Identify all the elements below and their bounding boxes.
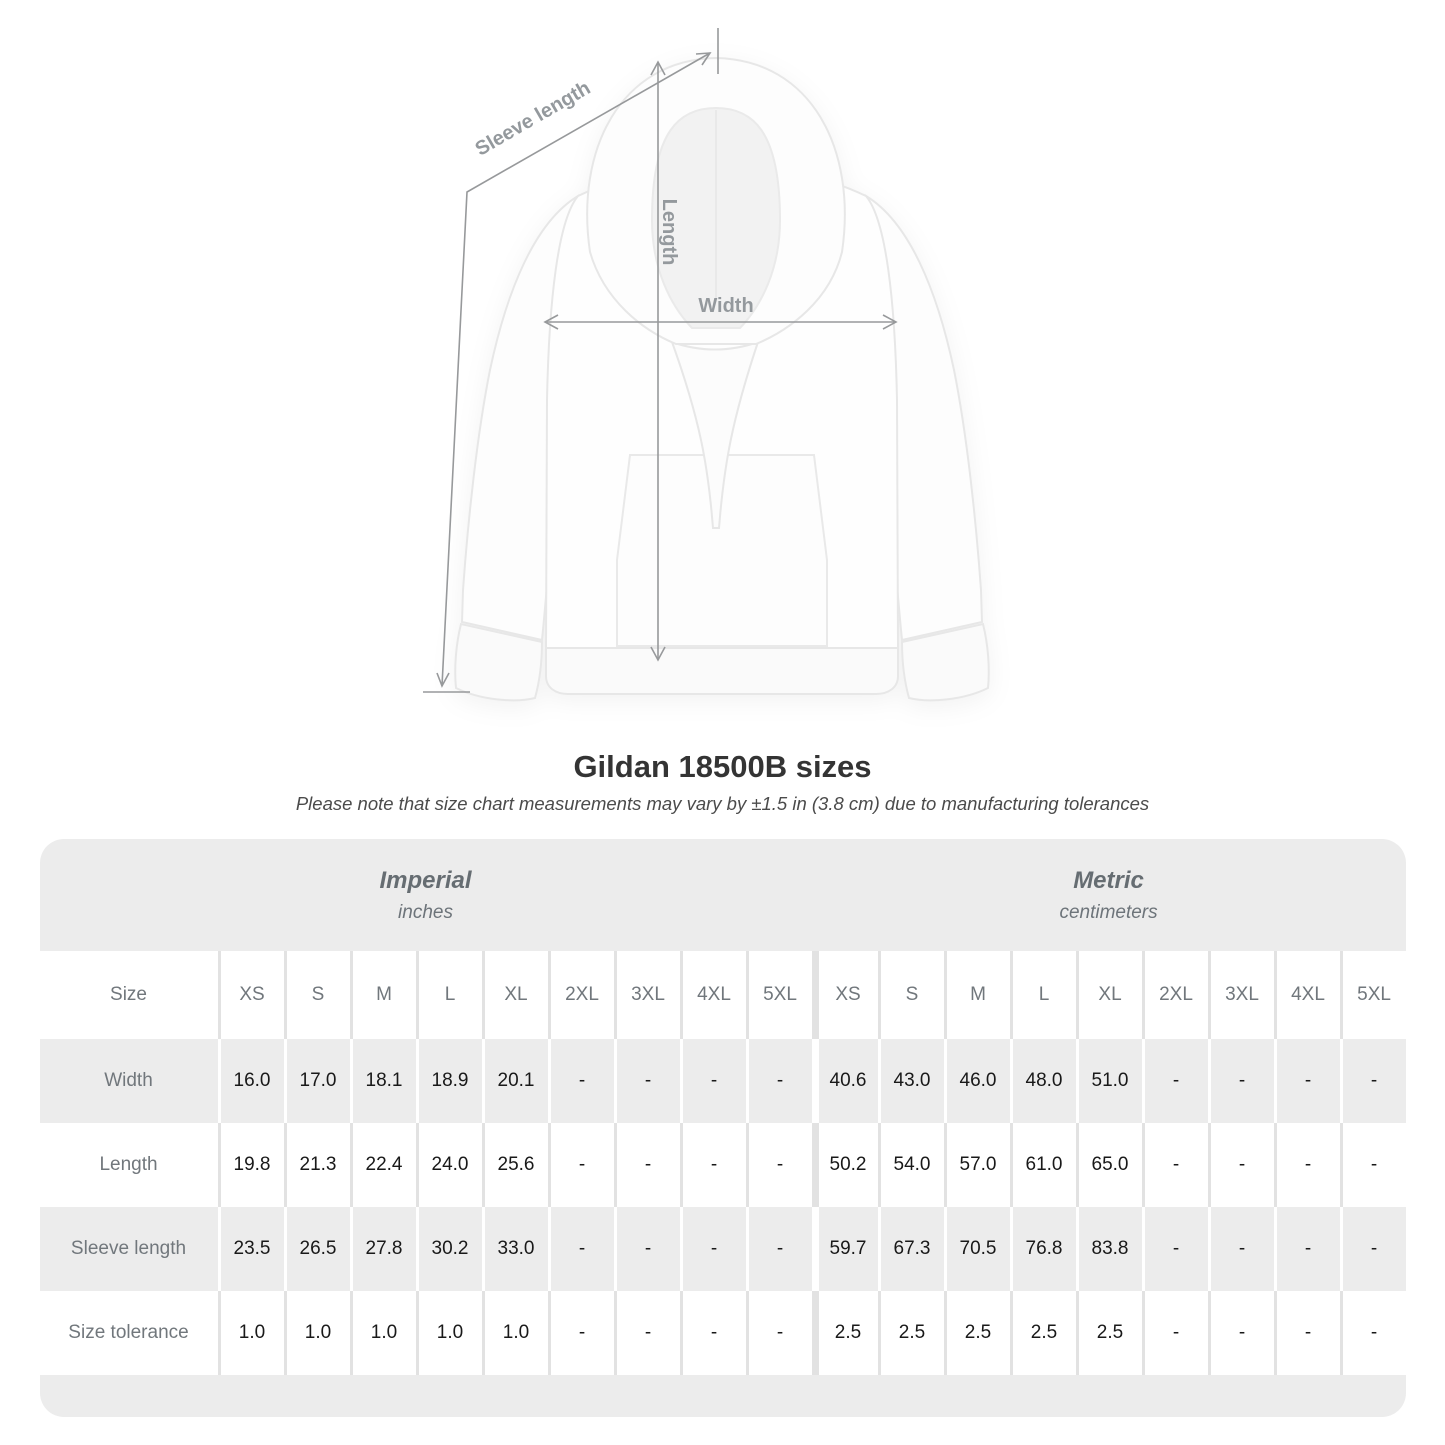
cell-width-metric-l: 48.0: [1010, 1039, 1076, 1123]
cell-width-imperial-xl: 20.1: [482, 1039, 548, 1123]
cell-sleeve-length-imperial-3xl: -: [614, 1207, 680, 1291]
width-label: Width: [698, 295, 754, 317]
size-header-metric-4xl: 4XL: [1274, 951, 1340, 1039]
cell-size-tolerance-metric-s: 2.5: [878, 1291, 944, 1375]
metric-unit: centimeters: [1059, 901, 1158, 923]
cell-size-tolerance-imperial-5xl: -: [746, 1291, 812, 1375]
cell-size-tolerance-imperial-3xl: -: [614, 1291, 680, 1375]
cell-length-imperial-5xl: -: [746, 1123, 812, 1207]
cell-width-imperial-2xl: -: [548, 1039, 614, 1123]
size-chart-table-wrap: [40, 839, 1406, 1417]
table-row-width: [40, 1039, 1406, 1123]
size-header-imperial-4xl: 4XL: [680, 951, 746, 1039]
cell-sleeve-length-imperial-5xl: -: [746, 1207, 812, 1291]
cell-size-tolerance-metric-xl: 2.5: [1076, 1291, 1142, 1375]
cell-width-metric-xl: 51.0: [1076, 1039, 1142, 1123]
size-chart-title: Gildan 18500B sizes: [573, 749, 872, 784]
cell-length-metric-3xl: -: [1208, 1123, 1274, 1207]
cell-width-imperial-3xl: -: [614, 1039, 680, 1123]
cell-sleeve-length-metric-s: 67.3: [878, 1207, 944, 1291]
size-header-metric-xl: XL: [1076, 951, 1142, 1039]
imperial-title: Imperial: [379, 866, 472, 894]
hoodie-hem-band: [546, 648, 898, 694]
cell-size-tolerance-imperial-xs: 1.0: [218, 1291, 284, 1375]
cell-width-metric-m: 46.0: [944, 1039, 1010, 1123]
size-header-metric-5xl: 5XL: [1340, 951, 1406, 1039]
cell-length-metric-s: 54.0: [878, 1123, 944, 1207]
tolerance-note: Please note that size chart measurements may vary by ±1.5 in (3.8 cm) due to manufacturing tolerances: [295, 793, 1150, 814]
size-header-imperial-l: L: [416, 951, 482, 1039]
cell-length-imperial-4xl: -: [680, 1123, 746, 1207]
cell-sleeve-length-imperial-4xl: -: [680, 1207, 746, 1291]
cell-length-imperial-3xl: -: [614, 1123, 680, 1207]
cell-size-tolerance-metric-5xl: -: [1340, 1291, 1406, 1375]
cell-width-metric-5xl: -: [1340, 1039, 1406, 1123]
cell-sleeve-length-imperial-xl: 33.0: [482, 1207, 548, 1291]
cell-sleeve-length-metric-xl: 83.8: [1076, 1207, 1142, 1291]
metric-title: Metric: [1073, 866, 1144, 894]
size-row-label: Size: [40, 951, 218, 1039]
cell-size-tolerance-imperial-4xl: -: [680, 1291, 746, 1375]
size-header-metric-xs: XS: [812, 951, 878, 1039]
size-chart-table: [40, 839, 1406, 1417]
cell-length-metric-xs: 50.2: [812, 1123, 878, 1207]
cell-sleeve-length-imperial-xs: 23.5: [218, 1207, 284, 1291]
cell-sleeve-length-imperial-s: 26.5: [284, 1207, 350, 1291]
size-header-metric-l: L: [1010, 951, 1076, 1039]
row-label-sleeve-length: Sleeve length: [40, 1207, 218, 1291]
cell-length-metric-m: 57.0: [944, 1123, 1010, 1207]
cell-sleeve-length-metric-l: 76.8: [1010, 1207, 1076, 1291]
size-header-imperial-5xl: 5XL: [746, 951, 812, 1039]
size-header-imperial-s: S: [284, 951, 350, 1039]
size-header-row: [40, 951, 1406, 1039]
cell-width-imperial-5xl: -: [746, 1039, 812, 1123]
cell-size-tolerance-imperial-s: 1.0: [284, 1291, 350, 1375]
hoodie-illustration: [455, 58, 989, 700]
cell-size-tolerance-imperial-m: 1.0: [350, 1291, 416, 1375]
cell-width-metric-4xl: -: [1274, 1039, 1340, 1123]
cell-size-tolerance-metric-3xl: -: [1208, 1291, 1274, 1375]
cell-size-tolerance-metric-xs: 2.5: [812, 1291, 878, 1375]
cell-length-metric-l: 61.0: [1010, 1123, 1076, 1207]
cell-sleeve-length-metric-xs: 59.7: [812, 1207, 878, 1291]
cell-sleeve-length-imperial-l: 30.2: [416, 1207, 482, 1291]
size-header-imperial-xl: XL: [482, 951, 548, 1039]
cell-width-metric-3xl: -: [1208, 1039, 1274, 1123]
cell-sleeve-length-imperial-m: 27.8: [350, 1207, 416, 1291]
table-row-sleeve-length: [40, 1207, 1406, 1291]
imperial-unit: inches: [398, 901, 453, 923]
imperial-group-header: [40, 839, 812, 951]
table-row-length: [40, 1123, 1406, 1207]
cell-length-imperial-l: 24.0: [416, 1123, 482, 1207]
footer-row: [40, 1375, 1406, 1417]
cell-width-metric-s: 43.0: [878, 1039, 944, 1123]
cell-sleeve-length-metric-4xl: -: [1274, 1207, 1340, 1291]
cell-size-tolerance-imperial-2xl: -: [548, 1291, 614, 1375]
cell-size-tolerance-imperial-l: 1.0: [416, 1291, 482, 1375]
cell-length-imperial-xl: 25.6: [482, 1123, 548, 1207]
cell-size-tolerance-metric-m: 2.5: [944, 1291, 1010, 1375]
size-header-imperial-3xl: 3XL: [614, 951, 680, 1039]
cell-sleeve-length-metric-5xl: -: [1340, 1207, 1406, 1291]
size-header-metric-s: S: [878, 951, 944, 1039]
cell-width-imperial-s: 17.0: [284, 1039, 350, 1123]
size-header-imperial-xs: XS: [218, 951, 284, 1039]
cell-length-metric-xl: 65.0: [1076, 1123, 1142, 1207]
row-label-width: Width: [40, 1039, 218, 1123]
cell-sleeve-length-metric-m: 70.5: [944, 1207, 1010, 1291]
table-footer-band: [40, 1375, 1406, 1417]
cell-length-metric-5xl: -: [1340, 1123, 1406, 1207]
size-header-metric-3xl: 3XL: [1208, 951, 1274, 1039]
sleeve-length-label: Sleeve length: [471, 77, 595, 161]
size-header-metric-m: M: [944, 951, 1010, 1039]
cell-width-imperial-m: 18.1: [350, 1039, 416, 1123]
cell-size-tolerance-metric-2xl: -: [1142, 1291, 1208, 1375]
cell-length-imperial-s: 21.3: [284, 1123, 350, 1207]
metric-group-header: [812, 839, 1406, 951]
size-header-metric-2xl: 2XL: [1142, 951, 1208, 1039]
cell-sleeve-length-metric-3xl: -: [1208, 1207, 1274, 1291]
table-row-size-tolerance: [40, 1291, 1406, 1375]
size-header-imperial-m: M: [350, 951, 416, 1039]
cell-width-imperial-l: 18.9: [416, 1039, 482, 1123]
size-header-imperial-2xl: 2XL: [548, 951, 614, 1039]
cell-size-tolerance-metric-l: 2.5: [1010, 1291, 1076, 1375]
cell-length-imperial-xs: 19.8: [218, 1123, 284, 1207]
cell-sleeve-length-metric-2xl: -: [1142, 1207, 1208, 1291]
cell-length-imperial-2xl: -: [548, 1123, 614, 1207]
row-label-size-tolerance: Size tolerance: [68, 1322, 189, 1343]
cell-length-imperial-m: 22.4: [350, 1123, 416, 1207]
row-label-length: Length: [99, 1154, 158, 1175]
cell-length-metric-2xl: -: [1142, 1123, 1208, 1207]
cell-length-metric-4xl: -: [1274, 1123, 1340, 1207]
cell-size-tolerance-imperial-xl: 1.0: [482, 1291, 548, 1375]
cell-width-imperial-4xl: -: [680, 1039, 746, 1123]
length-label: Length: [658, 198, 680, 266]
cell-width-metric-xs: 40.6: [812, 1039, 878, 1123]
cell-width-imperial-xs: 16.0: [218, 1039, 284, 1123]
cell-sleeve-length-imperial-2xl: -: [548, 1207, 614, 1291]
unit-band-row: [40, 839, 1406, 951]
cell-size-tolerance-metric-4xl: -: [1274, 1291, 1340, 1375]
cell-width-metric-2xl: -: [1142, 1039, 1208, 1123]
